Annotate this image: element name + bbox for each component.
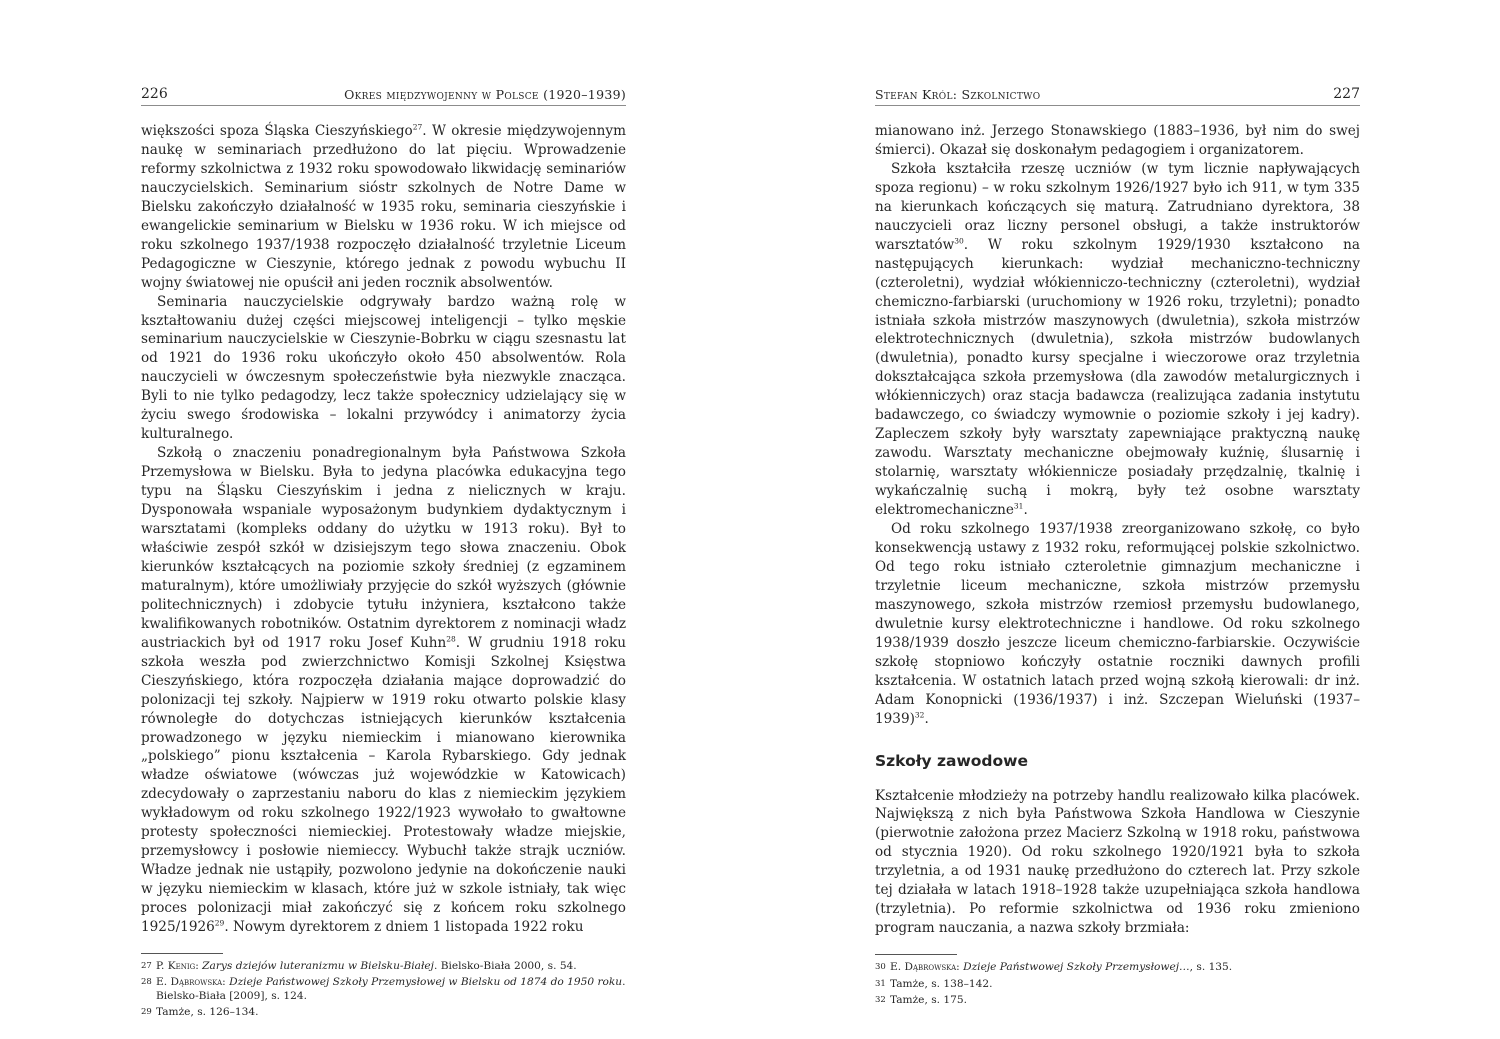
running-head-right	[875, 85, 1360, 106]
paragraph: mianowano inż. Jerzego Stonawskiego (1883–1936, był nim do swej śmierci). Okazał się doskonałym pedagogiem i organizatorem.	[875, 123, 1360, 158]
page-number: 226	[141, 86, 168, 102]
paragraph: większości spoza Śląska Cieszyńskiego$^{27}$. W okresie międzywojennym naukę w seminariach przedłużono do lat pięciu. Wprowadzenie reformy szkolnictwa z 1932 roku spowodowało likwidację seminariów nauczycielskich. Seminarium sióstr szkolnych de Notre Dame w Bielsku zakończyło działalność w 1935 roku, seminaria cieszyńskie i ewangelickie seminarium w Bielsku w 1936 roku. W ich miejsce od roku szkolnego 1937/1938 rozpoczęło działalność trzyletnie Liceum Pedagogiczne w Cieszynie, którego jednak z powodu wybuchu II wojny światowej nie opuścił ani jeden rocznik absolwentów.	[141, 122, 626, 291]
footnote-ref[interactable]: 29	[214, 918, 225, 928]
paragraph: Szkoła kształciła rzeszę uczniów (w tym licznie napływających spoza regionu) – w roku szkolnym 1926/1927 było ich 911, w tym 335 na kierunkach kończących się maturą. Zatrudniano dyrektora, 38 nauczycieli oraz liczny personel obsługi, a także instruktorów warsztatów$^{30}$. W roku szkolnym 1929/1930 kształcono na następujących kierunkach: wydział mechaniczno-techniczny (czteroletni), wydział włókienniczo-techniczny (czteroletni), wydział chemiczno-farbiarski (uruchomiony w 1926 roku, trzyletni); ponadto istniała szkoła mistrzów maszynowych (dwuletnia), szkoła mistrzów elektrotechnicznych (dwuletnia), szkoła mistrzów budowlanych (dwuletnia), ponadto kursy specjalne i wieczorowe oraz trzyletnia dokształcająca szkoła przemysłowa (dla zawodów metalurgicznych i włókienniczych) oraz stacja badawcza (realizująca zadania instytutu badawczego, co świadczy wymownie o poziomie szkoły i jej kadry). Zapleczem szkoły były warsztaty zapewniające praktyczną naukę zawodu. Warsztaty mechaniczne obejmowały kuźnię, ślusarnię i stolarnię, warsztaty włókiennicze posiadały przędzalnię, tkalnię i wykańczalnię suchą i mokrą, były też osobne warsztaty elektromechaniczne$^{31}$.	[875, 160, 1360, 519]
footnote-divider	[141, 953, 223, 954]
footnote-ref[interactable]: 27	[412, 122, 423, 132]
running-head-left	[141, 85, 626, 106]
footnote: 29 Tamże, s. 126–134.	[141, 1006, 259, 1019]
right-page	[875, 0, 1360, 1011]
paragraph: Kształcenie młodzieży na potrzeby handlu realizowało kilka placówek. Największą z nich była Państwowa Szkoła Handlowa w Cieszynie (pierwotnie założona przez Macierz Szkolną w 1918 roku, państwowa od stycznia 1920). Od roku szkolnego 1920/1921 była to szkoła trzyletnia, a od 1931 naukę przedłużono do czterech lat. Przy szkole tej działała w latach 1918–1928 także uzupełniająca szkoła handlowa (trzyletnia). Po reformie szkolnictwa od 1936 roku zmieniono program nauczania, a nazwa szkoły brzmiała:	[875, 787, 1360, 937]
body-text-right	[875, 122, 1360, 938]
paragraph: Od roku szkolnego 1937/1938 zreorganizowano szkołę, co było konsekwencją ustawy z 1932 roku, reformującej polskie szkolnictwo. Od tego roku istniało czteroletnie gimnazjum mechaniczne i trzyletnie liceum mechaniczne, szkoła mistrzów przemysłu maszynowego, szkoła mistrzów rzemiosł przemysłu budowlanego, dwuletnie kursy elektrotechniczne i handlowe. Od roku szkolnego 1938/1939 doszło jeszcze liceum chemiczno-farbiarskie. Oczywiście szkołę stopniowo kończyły ostatnie roczniki dawnych profili kształcenia. W ostatnich latach przed wojną szkołą kierowali: dr inż. Adam Konopnicki (1936/1937) i inż. Szczepan Wieluński (1937–1939)$^{32}$.	[875, 521, 1360, 727]
footnotes-right	[875, 961, 1360, 1008]
footnote: 27 P. Kenig: Zarys dziejów luteranizmu w Bielsku-Białej. Bielsko-Biała 2000, s. 54.	[141, 959, 577, 972]
footnote-ref[interactable]: 32	[914, 710, 925, 720]
footnote-ref[interactable]: 30	[954, 236, 964, 246]
body-text-left	[141, 122, 626, 937]
footnote-ref[interactable]: 31	[1013, 501, 1024, 511]
section-heading: Szkoły zawodowe	[875, 751, 1029, 770]
footnote: 30 E. Dąbrowska: Dzieje Państwowej Szkoły Przemysłowej…, s. 135.	[875, 961, 1233, 974]
footnotes-left	[141, 960, 626, 1020]
footnote: 31 Tamże, s. 138–142.	[875, 977, 993, 990]
running-head-title: Stefan Król: Szkolnictwo	[875, 87, 1041, 102]
footnote: 32 Tamże, s. 175.	[875, 994, 967, 1007]
paragraph: Seminaria nauczycielskie odgrywały bardzo ważną rolę w kształtowaniu dużej części miejscowej inteligencji – tylko męskie seminarium nauczycielskie w Cieszynie-Bobrku w ciągu szesnastu lat od 1921 do 1936 roku ukończyło około 450 absolwentów. Rola nauczycieli w ówczesnym społeczeństwie była niezwykle znacząca. Byli to nie tylko pedagodzy, lecz także społecznicy udzielający się w życiu swego środowiska – lokalni przywódcy i animatorzy życia kulturalnego.	[141, 293, 626, 443]
page-number: 227	[1333, 86, 1360, 102]
left-page	[141, 0, 626, 1023]
running-head-title: Okres międzywojenny w Polsce (1920–1939)	[344, 87, 626, 102]
footnote-ref[interactable]: 28	[446, 634, 456, 644]
paragraph: Szkołą o znaczeniu ponadregionalnym była Państwowa Szkoła Przemysłowa w Bielsku. Była to jedyna placówka edukacyjna tego typu na Śląsku Cieszyńskim i jedna z nielicznych w kraju. Dysponowała wspaniale wyposażonym budynkiem dydaktycznym i warsztatami (kompleks oddany do użytku w 1913 roku). Był to właściwie zespół szkół w dzisiejszym tego słowa znaczeniu. Obok kierunków kształcących na poziomie szkoły średniej (z egzaminem maturalnym), które umożliwiały przyjęcie do szkół wyższych (głównie politechnicznych) i zdobycie tytułu inżyniera, kształcono także kwalifikowanych robotników. Ostatnim dyrektorem z nominacji władz austriackich był od 1917 roku Josef Kuhn$^{28}$. W grudniu 1918 roku szkoła weszła pod zwierzchnictwo Komisji Szkolnej Księstwa Cieszyńskiego, która rozpoczęła działania mające doprowadzić do polonizacji tej szkoły. Najpierw w 1919 roku otwarto polskie klasy równoległe do dotychczas istniejących kierunków kształcenia prowadzonego w języku niemieckim i mianowano kierownika „polskiego” pionu kształcenia – Karola Rybarskiego. Gdy jednak władze oświatowe (wówczas już wojewódzkie w Katowicach) zdecydowały o zaprzestaniu naboru do klas z niemieckim językiem wykładowym od roku szkolnego 1922/1923 wywołało to gwałtowne protesty społeczności niemieckiej. Protestowały władze miejskie, przemysłowcy i posłowie niemieccy. Wybuchł także strajk uczniów. Władze jednak nie ustąpiły, pozwolono jedynie na dokończenie nauki w języku niemieckim w klasach, które już w szkole istniały, tak więc proces polonizacji miał zakończyć się z końcem roku szkolnego 1925/1926$^{29}$. Nowym dyrektorem z dniem 1 listopada 1922 roku	[141, 445, 626, 936]
footnote-divider	[875, 954, 957, 955]
footnote: 28 E. Dąbrowska: Dzieje Państwowej Szkoły Przemysłowej w Bielsku od 1874 do 1950 roku. Bielsko-Biała [2009], s. 124.	[141, 976, 626, 1002]
